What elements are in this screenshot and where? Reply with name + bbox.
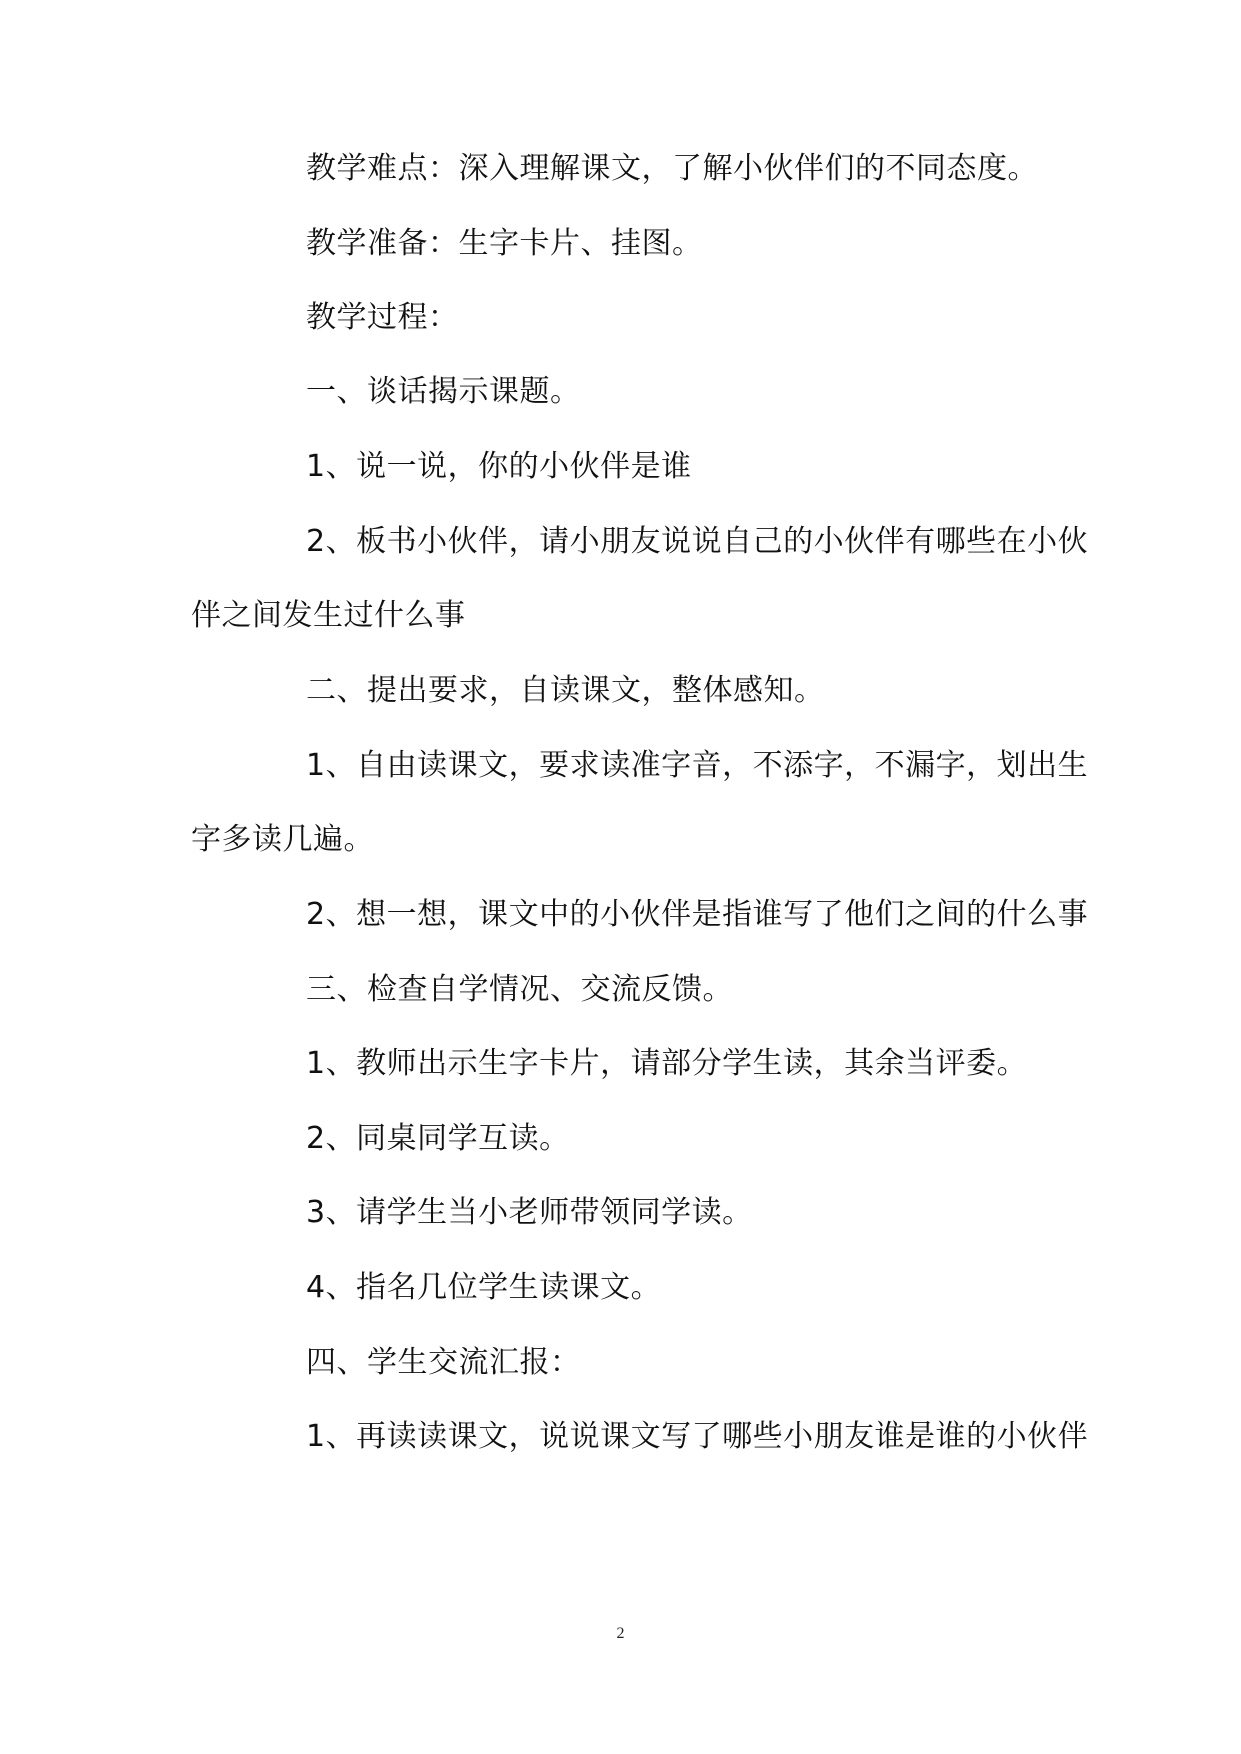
list-item: 2、想一想，课文中的小伙伴是指谁写了他们之间的什么事: [306, 897, 1089, 932]
list-item: 1、自由读课文，要求读准字音，不添字，不漏字，划出生: [306, 748, 1089, 783]
section-heading-2: 二、提出要求，自读课文，整体感知。: [306, 673, 825, 708]
list-item-continuation: 伴之间发生过什么事: [191, 598, 466, 633]
heading-teaching-process: 教学过程：: [306, 300, 459, 335]
paragraph-teaching-preparation: 教学准备：生字卡片、挂图。: [306, 226, 703, 261]
section-heading-4: 四、学生交流汇报：: [306, 1345, 581, 1380]
section-heading-3: 三、检查自学情况、交流反馈。: [306, 972, 733, 1007]
section-heading-1: 一、谈话揭示课题。: [306, 374, 581, 409]
list-item: 1、教师出示生字卡片，请部分学生读，其余当评委。: [306, 1046, 1028, 1081]
list-item: 3、请学生当小老师带领同学读。: [306, 1195, 753, 1230]
list-item: 1、再读读课文，说说课文写了哪些小朋友谁是谁的小伙伴: [306, 1419, 1089, 1454]
list-item-continuation: 字多读几遍。: [191, 822, 374, 857]
list-item: 1、说一说，你的小伙伴是谁: [306, 449, 692, 484]
list-item: 2、板书小伙伴，请小朋友说说自己的小伙伴有哪些在小伙: [306, 524, 1089, 559]
page-number: 2: [616, 1625, 625, 1642]
list-item: 2、同桌同学互读。: [306, 1121, 570, 1156]
paragraph-teaching-difficulty: 教学难点：深入理解课文，了解小伙伴们的不同态度。: [306, 151, 1038, 186]
list-item: 4、指名几位学生读课文。: [306, 1270, 662, 1305]
